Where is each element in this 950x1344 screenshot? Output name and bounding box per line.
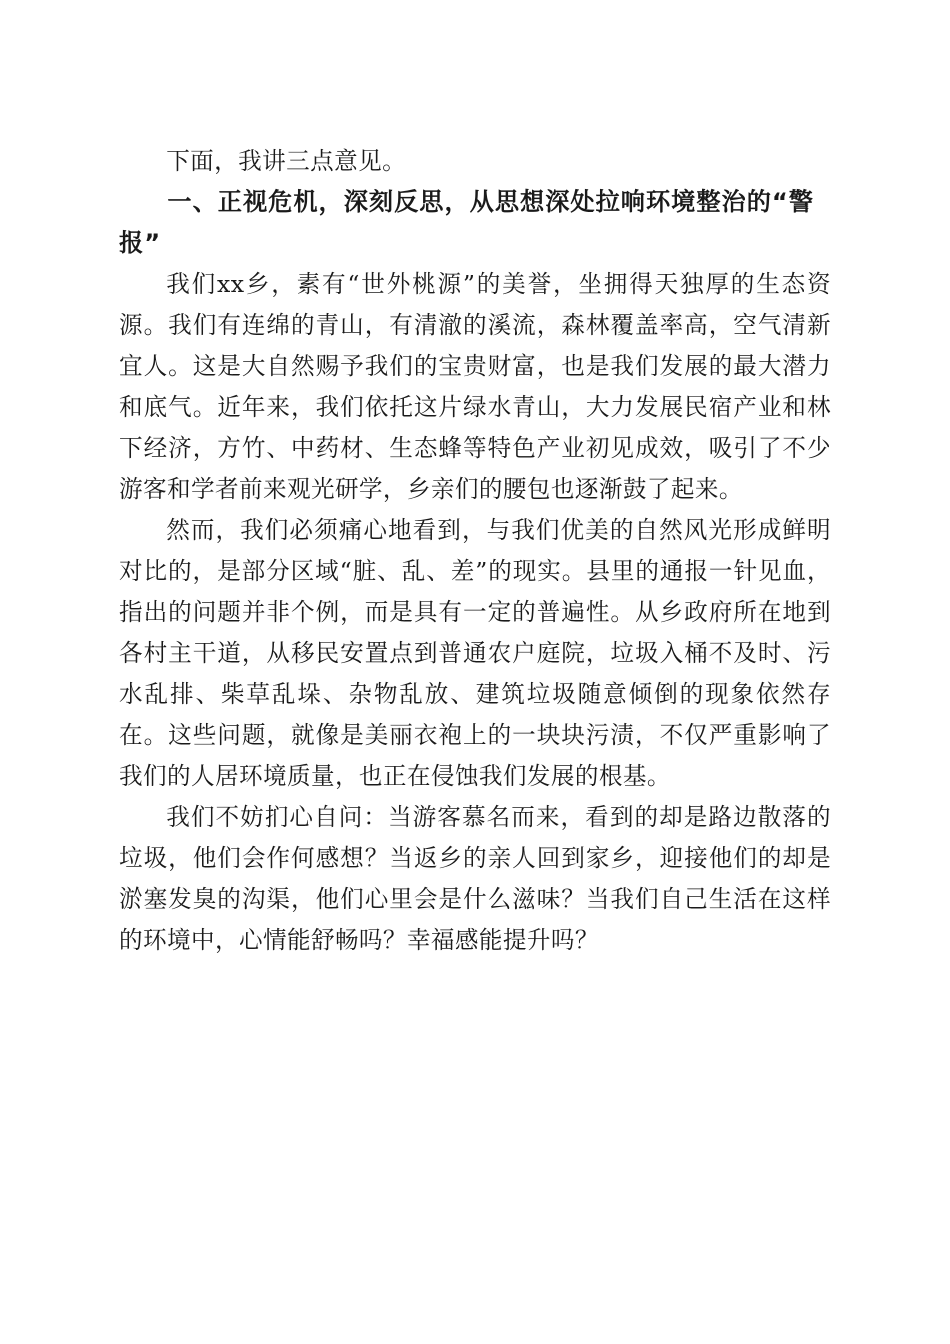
section-heading: 一、正视危机，深刻反思，从思想深处拉响环境整治的“警报” bbox=[119, 188, 814, 257]
body-paragraph-3: 我们不妨扪心自问：当游客慕名而来，看到的却是路边散落的垃圾，他们会作何感想？当返乡的亲人回到家乡，迎接他们的却是淤塞发臭的沟渠，他们心里会是什么滋味？当我们自己生活在这样的环境中，心情能舒畅吗？幸福感能提升吗？ bbox=[119, 803, 831, 954]
document-body bbox=[119, 141, 831, 961]
body-paragraph-2: 然而，我们必须痛心地看到，与我们优美的自然风光形成鲜明对比的，是部分区域“脏、乱、差”的现实。县里的通报一针见血，指出的问题并非个例，而是具有一定的普遍性。从乡政府所在地到各村主干道，从移民安置点到普通农户庭院，垃圾入桶不及时、污水乱排、柴草乱垛、杂物乱放、建筑垃圾随意倾倒的现象依然存在。这些问题，就像是美丽衣袍上的一块块污渍，不仅严重影响了我们的人居环境质量，也正在侵蚀我们发展的根基。 bbox=[119, 516, 831, 790]
intro-paragraph: 下面，我讲三点意见。 bbox=[166, 147, 407, 175]
body-paragraph-1: 我们xx乡，素有“世外桃源”的美誉，坐拥得天独厚的生态资源。我们有连绵的青山，有清澈的溪流，森林覆盖率高，空气清新宜人。这是大自然赐予我们的宝贵财富，也是我们发展的最大潜力和底气。近年来，我们依托这片绿水青山，大力发展民宿产业和林下经济，方竹、中药材、生态蜂等特色产业初见成效，吸引了不少游客和学者前来观光研学，乡亲们的腰包也逐渐鼓了起来。 bbox=[119, 270, 831, 503]
